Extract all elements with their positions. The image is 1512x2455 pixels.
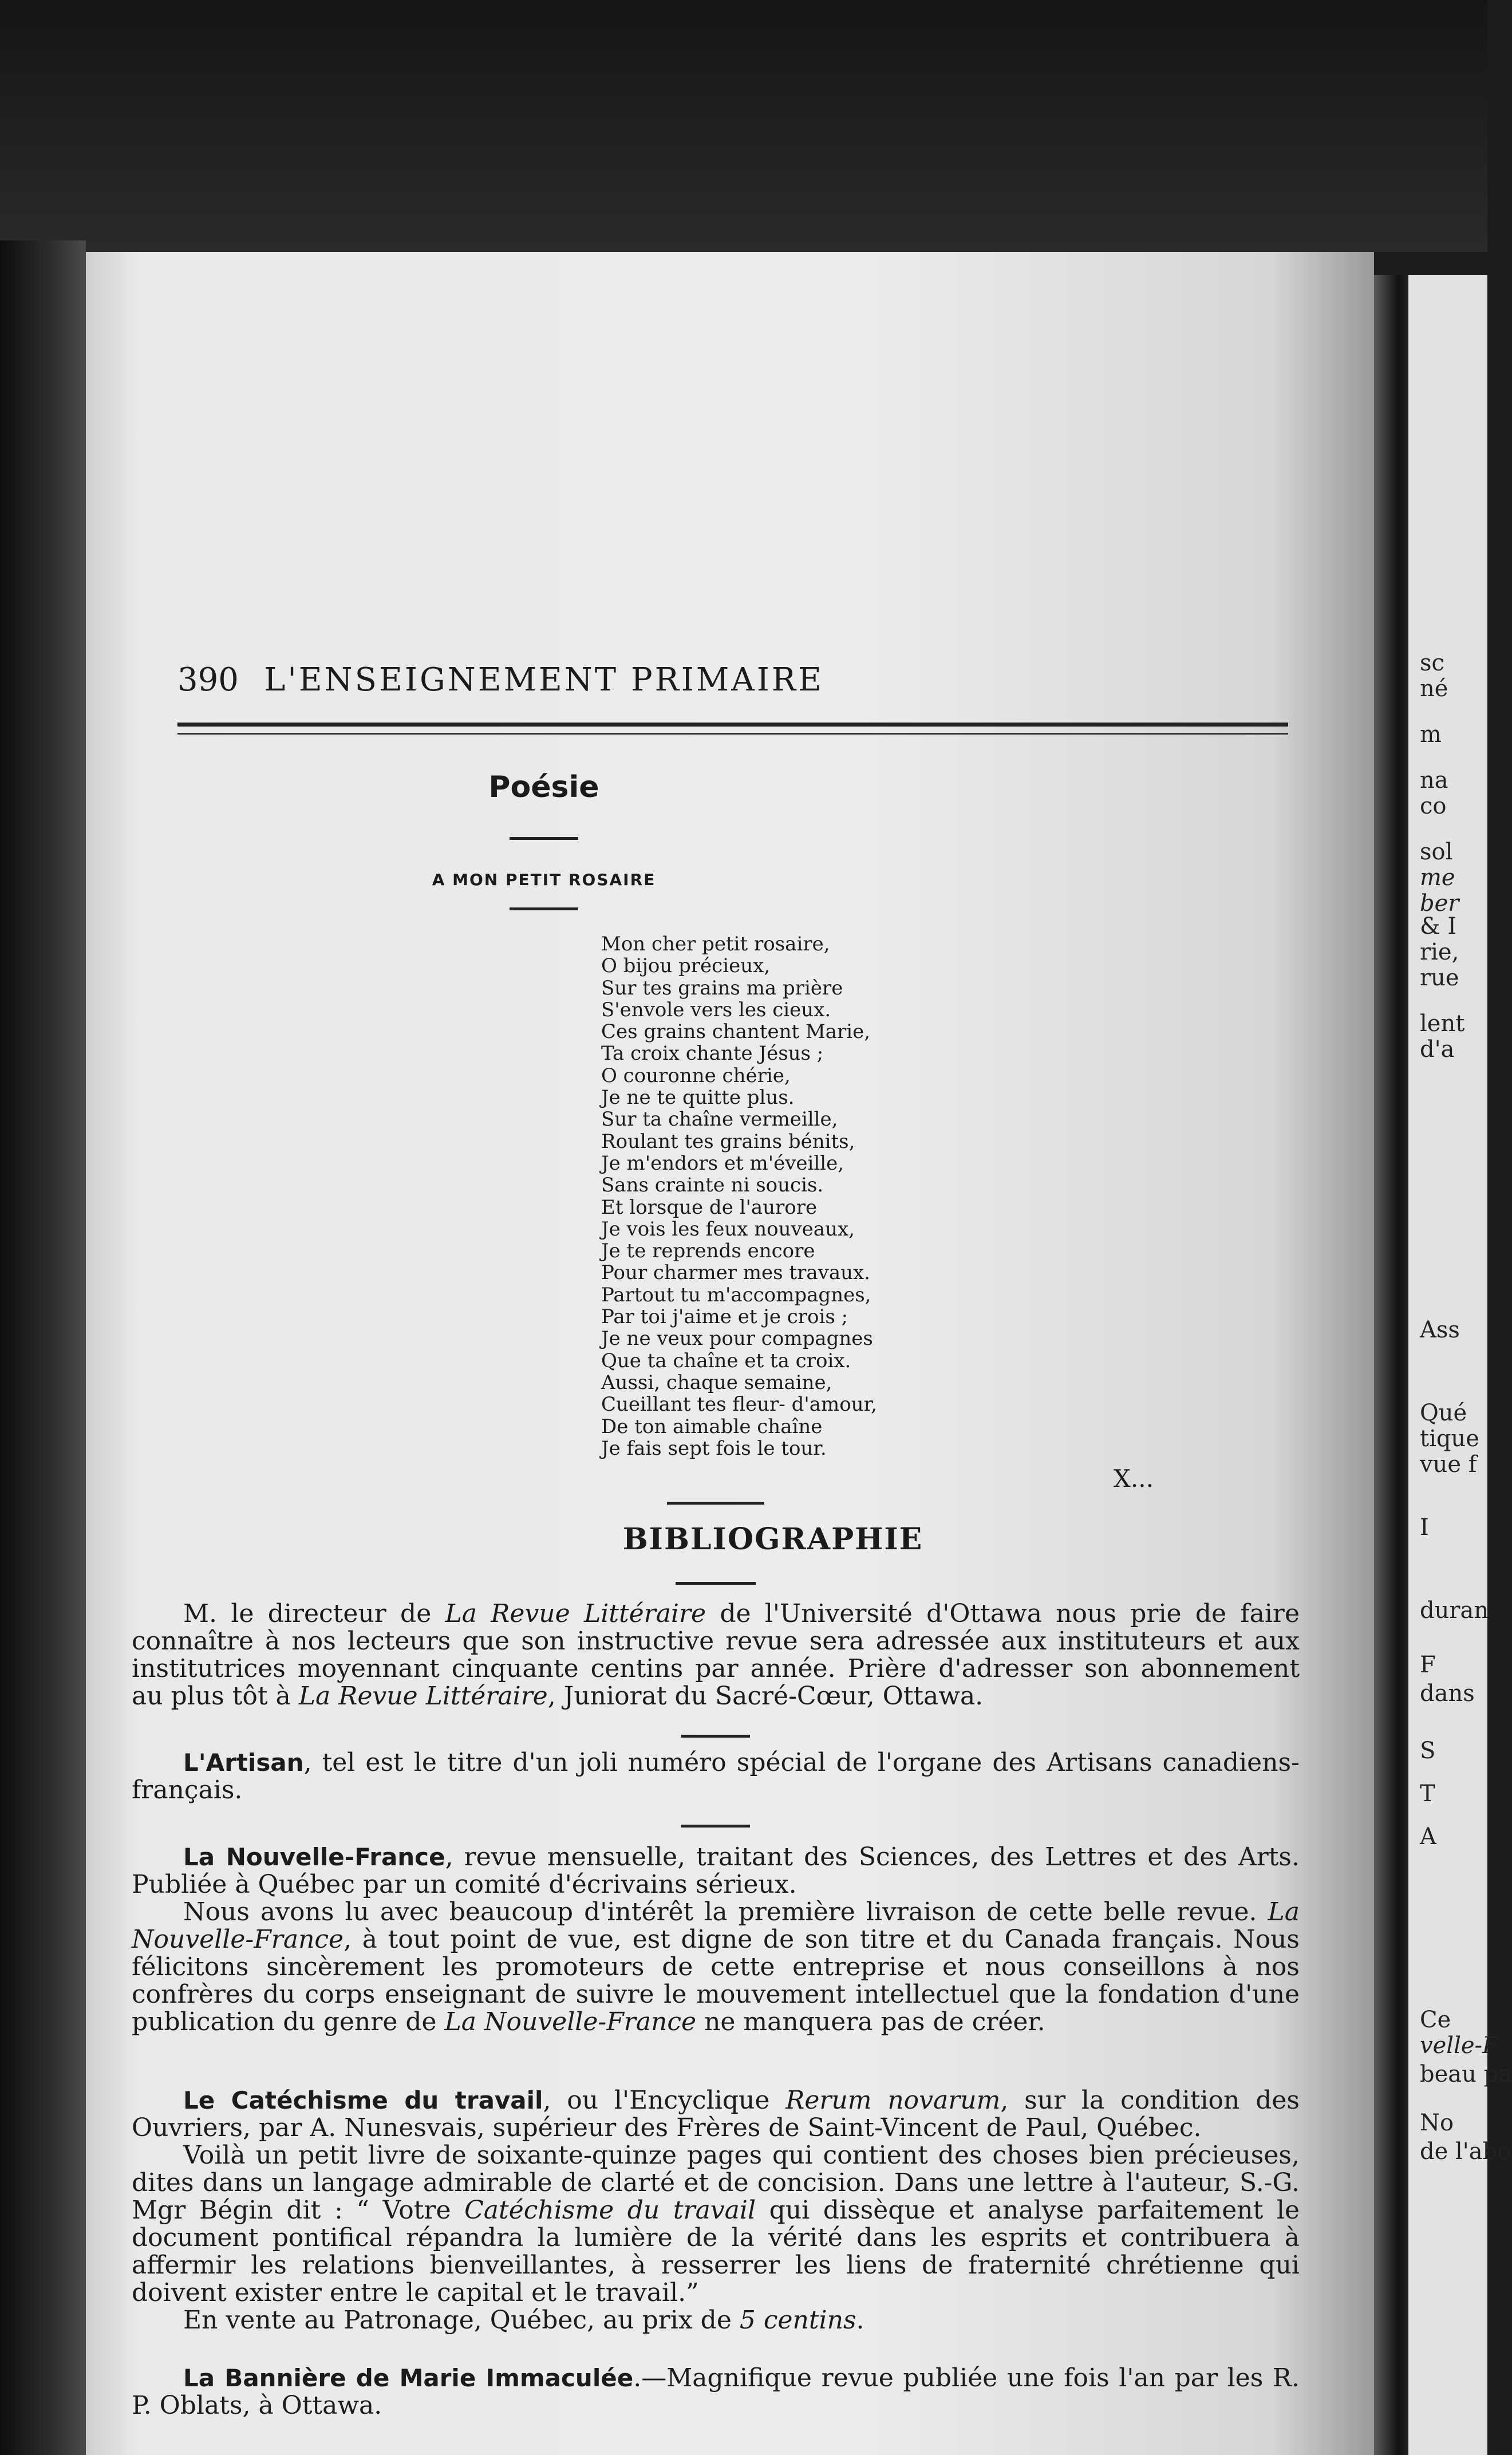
poem-line: Roulant tes grains bénits,: [601, 1130, 855, 1153]
adjacent-fragment: beau pa: [1420, 2061, 1512, 2087]
entry-text: , tel est le titre d'un joli numéro spécial de l'organe des Artisans canadiens-français.: [132, 1748, 1300, 1805]
poem-line: O bijou précieux,: [601, 954, 771, 978]
entry-text: qui dissèque et analyse parfaitement le document pontifical répandra la lumière de la vérité dans les esprits et contribuera à affermir les relations bienveillantes, à resserrer les liens de fraternité chrétienne qui doivent exister entre le capital et le travail.”: [132, 2196, 1300, 2307]
entry-revue-litteraire: [132, 1600, 1300, 1710]
poem-line: Aussi, chaque semaine,: [601, 1371, 832, 1394]
adjacent-fragment: sol: [1420, 839, 1453, 865]
poem-line: Je fais sept fois le tour.: [601, 1436, 827, 1460]
section-rule: [510, 837, 578, 840]
poem-line: S'envole vers les cieux.: [601, 998, 831, 1021]
adjacent-fragment: Ce: [1420, 2007, 1451, 2033]
poem-line: Je m'endors et m'éveille,: [601, 1151, 844, 1175]
entry-bold-title: L'Artisan: [183, 1749, 304, 1777]
poem-line: Que ta chaîne et ta croix.: [601, 1349, 851, 1372]
poem-line: Sur ta chaîne vermeille,: [601, 1108, 838, 1131]
adjacent-fragment: né: [1420, 676, 1448, 702]
adjacent-fragment: m: [1420, 721, 1442, 748]
poem-line: Par toi j'aime et je crois ;: [601, 1305, 848, 1329]
poem-line: Partout tu m'accompagnes,: [601, 1283, 871, 1307]
adjacent-fragment: A: [1420, 1824, 1436, 1850]
adjacent-fragment: ber: [1420, 890, 1459, 917]
adjacent-fragment: me: [1420, 865, 1455, 891]
entry-nouvelle-france: [132, 1844, 1300, 2036]
adjacent-fragment: I: [1420, 1514, 1429, 1541]
poem-title: A MON PETIT ROSAIRE: [432, 870, 656, 889]
book-gutter: [1374, 275, 1408, 2455]
section-rule: [510, 907, 578, 910]
adjacent-fragment: dans: [1420, 1680, 1475, 1707]
adjacent-fragment: lent: [1420, 1011, 1465, 1037]
entry-italic-title: Rerum novarum: [785, 2086, 1001, 2115]
adjacent-fragment: velle-F: [1420, 2032, 1498, 2059]
poesie-heading: Poésie: [488, 770, 599, 804]
entry-text: M. le directeur de: [183, 1599, 445, 1628]
book-binding-edge: [0, 240, 86, 2455]
entry-text: , ou l'Encyclique: [543, 2086, 786, 2115]
poem-line: Sur tes grains ma prière: [601, 976, 843, 1000]
adjacent-fragment: F: [1420, 1652, 1436, 1678]
poem-line: Pour charmer mes travaux.: [601, 1261, 870, 1285]
adjacent-fragment: Qué: [1420, 1400, 1467, 1426]
entry-text: de l'Université d'Ottawa nous prie de faire connaître à nos lecteurs que son instructive revue sera adressée aux instituteurs et aux institutrices moyennant cinquante centins par année. Prière d'adresser son abonnement au plus tôt à: [132, 1599, 1300, 1711]
adjacent-fragment: S: [1420, 1738, 1436, 1764]
entry-italic-title: La Revue Littéraire: [298, 1682, 548, 1711]
poem-line: Et lorsque de l'aurore: [601, 1195, 818, 1219]
poem-line: Ta croix chante Jésus ;: [601, 1042, 824, 1065]
adjacent-fragment: tique: [1420, 1426, 1479, 1452]
entry-text: Voilà un petit livre de soixante-quinze pages qui contient des choses bien précieuses, dites dans un langage admirable de clarté et de concision. Dans une lettre à l'auteur, S.-G. Mgr Bégin dit : “ Votre: [132, 2141, 1300, 2225]
section-rule: [676, 1582, 756, 1585]
running-header: [86, 661, 1374, 701]
adjacent-fragment: T: [1420, 1781, 1435, 1807]
poem-signature: X...: [1114, 1465, 1154, 1493]
adjacent-fragment: na: [1420, 767, 1448, 794]
entry-text: Nous avons lu avec beaucoup d'intérêt la première livraison de cette belle revue.: [183, 1897, 1268, 1927]
bibliographie-heading: BIBLIOGRAPHIE: [622, 1522, 923, 1557]
entry-italic-title: Catéchisme du travail: [464, 2196, 756, 2225]
entry-text: , sur la condition des Ouvriers, par A. Nunesvais, supérieur des Frères de Saint-Vincent de Paul, Québec.: [132, 2086, 1300, 2142]
entry-text: , Juniorat du Sacré-Cœur, Ottawa.: [547, 1682, 984, 1711]
entry-text: , à tout point de vue, est digne de son titre et du Canada français. Nous félicitons sincèrement les promoteurs de cette entreprise et nous conseillons à nos confrères du corps enseignant de suivre le mouvement intellectuel que la fondation d'une publication du genre de: [132, 1925, 1300, 2036]
poem: [601, 933, 1116, 1459]
adjacent-fragment: duran: [1420, 1597, 1489, 1624]
poem-line: Je te reprends encore: [601, 1240, 815, 1263]
entry-bold-title: La Bannière de Marie Immaculée: [183, 2364, 634, 2392]
entry-catechisme: [132, 2087, 1300, 2334]
section-rule: [667, 1502, 764, 1505]
poem-line: Je ne te quitte plus.: [601, 1086, 795, 1110]
scan-background-top: [0, 0, 1487, 252]
entry-text: , revue mensuelle, traitant des Sciences, des Lettres et des Arts. Publiée à Québec par un comité d'écrivains sérieux.: [132, 1842, 1300, 1899]
entry-text: .—Magnifique revue publiée une fois l'an par les R. P. Oblats, à Ottawa.: [132, 2363, 1300, 2420]
running-title: L'ENSEIGNEMENT PRIMAIRE: [264, 661, 824, 698]
adjacent-fragment: vue f: [1420, 1451, 1477, 1478]
entry-italic-title: La Nouvelle-France: [444, 2007, 697, 2036]
adjacent-page: [1408, 275, 1512, 2455]
poem-line: Je vois les feux nouveaux,: [601, 1217, 855, 1241]
poem-line: O couronne chérie,: [601, 1064, 791, 1087]
poem-line: Ces grains chantent Marie,: [601, 1020, 871, 1044]
entry-bold-title: Le Catéchisme du travail: [183, 2086, 543, 2114]
header-rule-thin: [177, 733, 1288, 735]
adjacent-fragment: d'a: [1420, 1036, 1455, 1063]
entry-text: En vente au Patronage, Québec, au prix de: [183, 2306, 740, 2335]
entry-text: .: [856, 2306, 864, 2335]
entry-text: ne manquera pas de créer.: [696, 2007, 1045, 2036]
book-page: [86, 252, 1374, 2455]
poem-line: Je ne veux pour compagnes: [601, 1327, 873, 1351]
entry-italic-title: La Revue Littéraire: [445, 1599, 706, 1628]
adjacent-fragment: Ass: [1420, 1317, 1460, 1343]
adjacent-fragment: rie,: [1420, 939, 1459, 965]
section-rule: [681, 1735, 750, 1738]
poem-line: Sans crainte ni soucis.: [601, 1174, 824, 1197]
section-rule: [681, 1825, 750, 1828]
adjacent-fragment: de l'abo: [1420, 2138, 1511, 2165]
poem-line: Cueillant tes fleur- d'amour,: [601, 1393, 877, 1416]
entry-italic-title: 5 centins: [739, 2306, 856, 2335]
header-rule-thick: [177, 723, 1288, 727]
poem-line: De ton aimable chaîne: [601, 1415, 823, 1438]
page-number: 390: [177, 661, 239, 698]
adjacent-fragment: rue: [1420, 965, 1459, 991]
poem-line: Mon cher petit rosaire,: [601, 933, 830, 956]
entry-artisan: [132, 1749, 1300, 1804]
entry-bold-title: La Nouvelle-France: [183, 1843, 445, 1871]
entry-italic-title: La Nouvelle-France: [132, 1897, 1300, 1954]
adjacent-fragment: co: [1420, 793, 1447, 819]
entry-banniere: [132, 2365, 1300, 2420]
adjacent-fragment: & I: [1420, 913, 1457, 940]
adjacent-fragment: sc: [1420, 650, 1444, 676]
adjacent-fragment: No: [1420, 2110, 1454, 2136]
